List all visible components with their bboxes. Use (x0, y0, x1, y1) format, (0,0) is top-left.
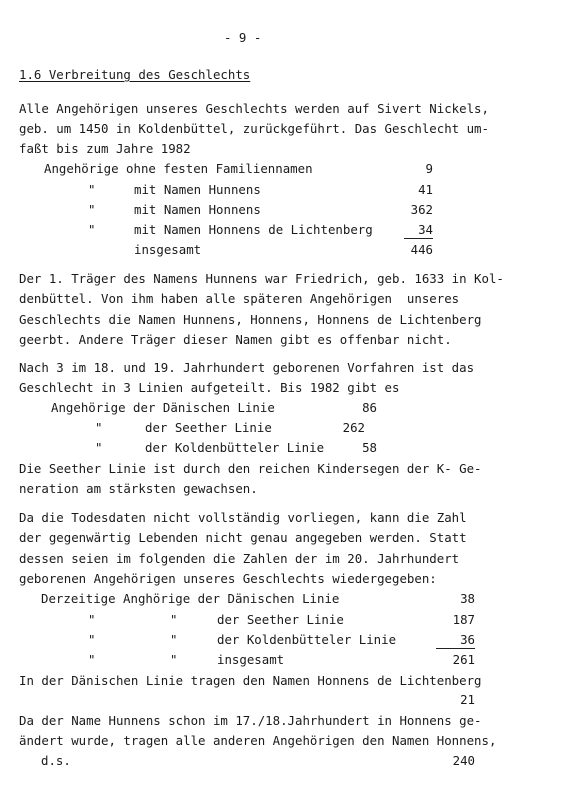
ditto-mark: " (88, 222, 96, 237)
table-row-label: der Koldenbütteler Linie (145, 440, 325, 455)
table-row-value: 41 (418, 182, 433, 197)
paragraph-line: d.s. (41, 753, 71, 768)
table-row-value: 9 (425, 161, 433, 176)
paragraph-line: geborenen Angehörigen unseres Geschlechts wiedergegeben: (19, 571, 437, 586)
ditto-mark: " (88, 182, 96, 197)
table-row-value: 86 (362, 400, 377, 415)
paragraph-line: Geschlecht in 3 Linien aufgeteilt. Bis 1982 gibt es (19, 380, 400, 395)
paragraph-line: geerbt. Andere Träger dieser Namen gibt es offenbar nicht. (19, 332, 452, 347)
paragraph-line: ändert wurde, tragen alle anderen Angehörigen den Namen Honnens, (19, 733, 497, 748)
table-row-value: 38 (460, 591, 475, 606)
table-row-value: 58 (362, 440, 377, 455)
table-row-value: 187 (452, 612, 475, 627)
table-row-label: der Seether Linie (145, 420, 272, 435)
paragraph-line: In der Dänischen Linie tragen den Namen Honnens de Lichtenberg (19, 673, 482, 688)
paragraph-line: dessen seien im folgenden die Zahlen der im 20. Jahrhundert (19, 551, 460, 566)
paragraph-value: 240 (452, 753, 475, 768)
paragraph-line: denbüttel. Von ihm haben alle späteren Angehörigen unseres (19, 291, 460, 306)
ditto-mark: " (95, 420, 103, 435)
ditto-mark: " (170, 612, 178, 627)
table-row-value: 362 (410, 202, 433, 217)
paragraph-line: Die Seether Linie ist durch den reichen Kindersegen der K- Ge- (19, 461, 482, 476)
paragraph-line: neration am stärksten gewachsen. (19, 481, 258, 496)
table-row-value: 262 (342, 420, 365, 435)
table-row-value: 34 (404, 222, 433, 239)
table-row-label: mit Namen Honnens (134, 202, 261, 217)
ditto-mark: " (88, 652, 96, 667)
table-total-label: insgesamt (217, 652, 285, 667)
table-row-value: 36 (436, 632, 475, 649)
table-row-label: Angehörige ohne festen Familiennamen (44, 161, 313, 176)
paragraph-line: der gegenwärtig Lebenden nicht genau angegeben werden. Statt (19, 530, 467, 545)
ditto-mark: " (88, 632, 96, 647)
table-row-label: mit Namen Honnens de Lichtenberg (134, 222, 373, 237)
table-row-label: der Koldenbütteler Linie (217, 632, 397, 647)
paragraph-value: 21 (460, 692, 475, 707)
paragraph-line: Da der Name Hunnens schon im 17./18.Jahrhundert in Honnens ge- (19, 713, 482, 728)
ditto-mark: " (170, 652, 178, 667)
table-row-label: der Seether Linie (217, 612, 344, 627)
paragraph-line: Der 1. Träger des Namens Hunnens war Friedrich, geb. 1633 in Kol- (19, 271, 504, 286)
paragraph-line: Da die Todesdaten nicht vollständig vorliegen, kann die Zahl (19, 510, 467, 525)
ditto-mark: " (88, 612, 96, 627)
ditto-mark: " (95, 440, 103, 455)
page-number: - 9 - (224, 30, 262, 45)
table-row-label: mit Namen Hunnens (134, 182, 261, 197)
section-title: 1.6 Verbreitung des Geschlechts (19, 67, 251, 82)
ditto-mark: " (170, 632, 178, 647)
table-total-value: 261 (452, 652, 475, 667)
table-total-label: insgesamt (134, 242, 202, 257)
paragraph-line: geb. um 1450 in Koldenbüttel, zurückgeführt. Das Geschlecht um- (19, 121, 489, 136)
paragraph-line: Alle Angehörigen unseres Geschlechts werden auf Sivert Nickels, (19, 101, 489, 116)
paragraph-line: Geschlechts die Namen Hunnens, Honnens, Honnens de Lichtenberg (19, 312, 482, 327)
table-row-label: Derzeitige Anghörige der Dänischen Linie (41, 591, 340, 606)
paragraph-line: faßt bis zum Jahre 1982 (19, 141, 191, 156)
table-total-value: 446 (410, 242, 433, 257)
ditto-mark: " (88, 202, 96, 217)
table-row-label: Angehörige der Dänischen Linie (51, 400, 275, 415)
paragraph-line: Nach 3 im 18. und 19. Jahrhundert geborenen Vorfahren ist das (19, 360, 475, 375)
